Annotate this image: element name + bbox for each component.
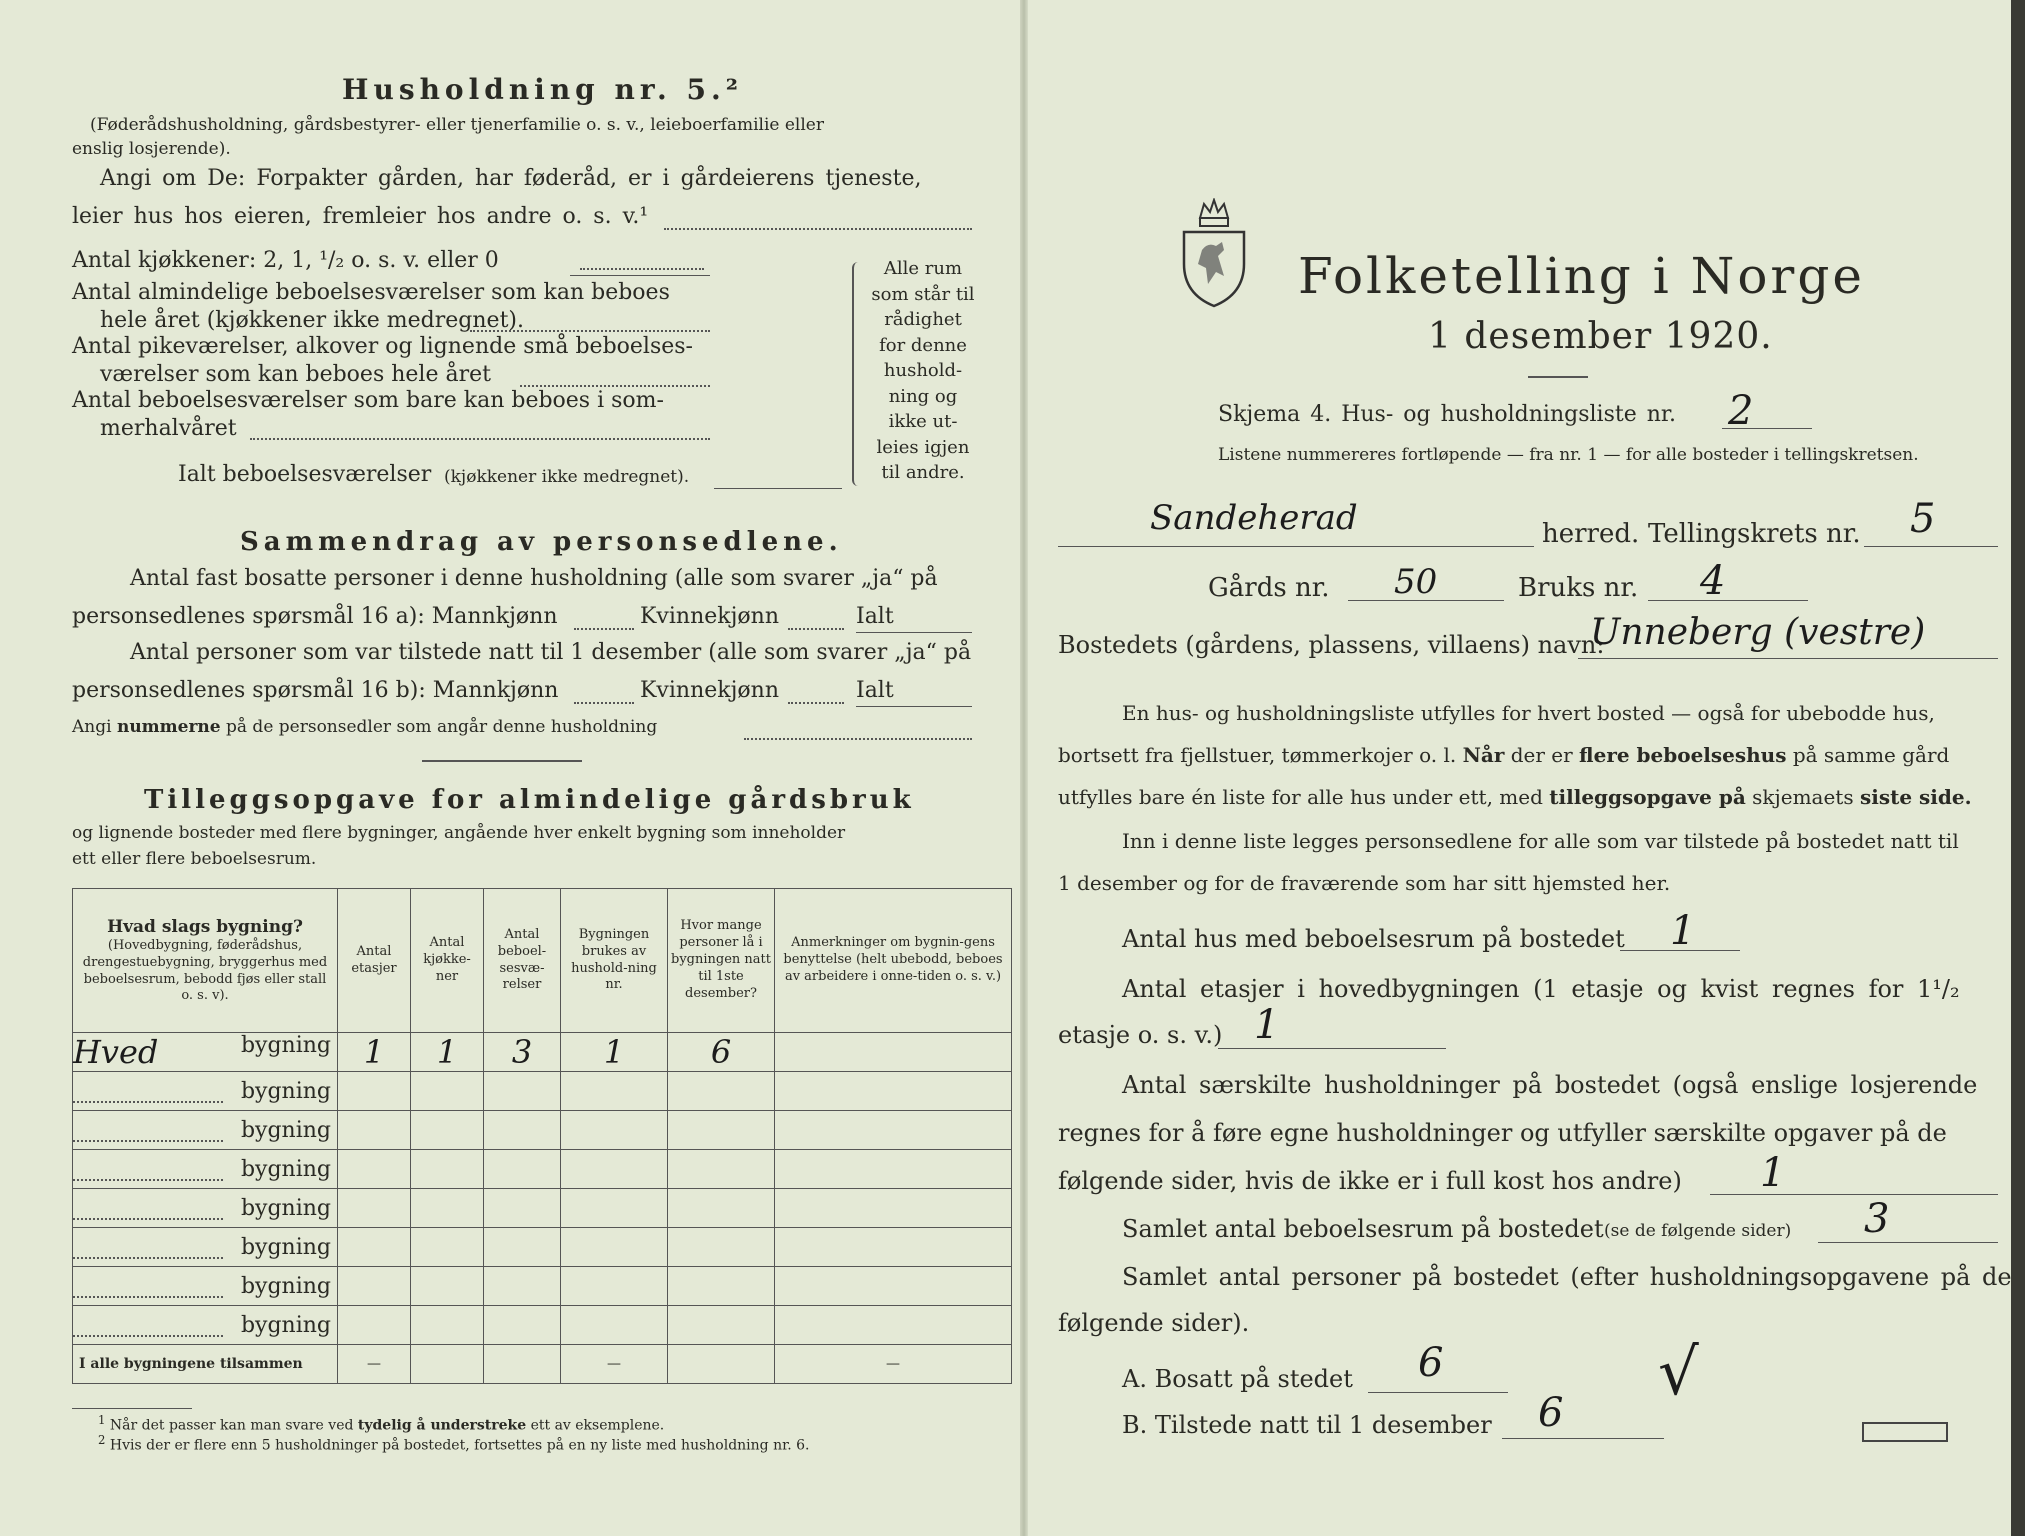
female-1-line[interactable] — [788, 628, 844, 630]
table-cell[interactable] — [561, 1267, 668, 1306]
present-line[interactable] — [1502, 1438, 1664, 1439]
herred-value[interactable]: Sandeherad — [1150, 498, 1358, 538]
instruction-4: Inn i denne liste legges personsedlene for alle som var tilstede på bostedet natt til — [1122, 829, 1959, 853]
building-type-dots — [73, 1235, 223, 1259]
total-label: I alle bygningene tilsammen — [73, 1345, 338, 1384]
holding-nr-label: Bruks nr. — [1518, 573, 1639, 603]
summer-rooms-label-1: Antal beboelsesværelser som bare kan beboes i som- — [72, 388, 664, 413]
col-persons: Hvor mange personer lå i bygningen natt til 1ste desember? — [668, 889, 775, 1033]
supplement-line-1: og lignende bosteder med flere bygninger, angående hver enkelt bygning som inneholder — [72, 823, 846, 843]
resident-label: A. Bosatt på stedet — [1122, 1365, 1353, 1393]
table-cell[interactable] — [775, 1072, 1012, 1111]
place-name-label: Bostedets (gårdens, plassens, villaens) navn: — [1058, 631, 1605, 659]
instruction-1: En hus- og husholdningsliste utfylles for hvert bosted — også for ubebodde hus, — [1122, 701, 1935, 725]
summary-line-4: personsedlenes spørsmål 16 b): Mannkjønn — [72, 678, 559, 703]
rooms-side-note — [868, 256, 978, 486]
maid-rooms-label-1: Antal pikeværelser, alkover og lignende små beboelses- — [72, 334, 693, 359]
building-label: bygning — [240, 1312, 331, 1338]
male-1-line[interactable] — [574, 628, 634, 630]
regular-rooms-dots — [470, 330, 710, 332]
summary-line-2: personsedlenes spørsmål 16 a): Mannkjønn — [72, 604, 558, 629]
table-cell[interactable] — [411, 1072, 484, 1111]
printer-stamp-icon — [1862, 1422, 1948, 1442]
side-note-line: ning og — [888, 385, 958, 407]
side-note-line: som står til — [871, 283, 975, 305]
regular-rooms-label-2: hele året (kjøkkener ikke medregnet). — [100, 308, 524, 333]
title-divider — [1528, 376, 1588, 378]
table-cell[interactable] — [411, 1150, 484, 1189]
building-type-value[interactable]: Hved — [73, 1033, 159, 1071]
total-rooms-label: Ialt beboelsesværelser — [178, 462, 432, 487]
table-cell[interactable] — [338, 1267, 411, 1306]
present-value[interactable]: 6 — [1538, 1390, 1564, 1436]
maid-rooms-label-2: værelser som kan beboes hele året — [100, 362, 491, 387]
cell-value[interactable]: 1 — [603, 1033, 625, 1071]
table-row — [73, 1306, 1012, 1345]
table-cell[interactable] — [561, 1306, 668, 1345]
cell-value[interactable]: 1 — [436, 1033, 458, 1071]
households-line[interactable] — [1710, 1194, 1998, 1195]
herred-answer-line[interactable] — [1058, 546, 1534, 547]
numbering-note: Listene nummereres fortløpende — fra nr. 1 — for alle bosteder i tellingskretsen. — [1218, 445, 1919, 465]
col-floors: Antal etasjer — [338, 889, 411, 1033]
regular-rooms-label-1: Antal almindelige beboelsesværelser som kan beboes — [72, 280, 670, 305]
female-2-line[interactable] — [788, 702, 844, 704]
farm-nr-label: Gårds nr. — [1208, 573, 1330, 603]
instruction-2: bortsett fra fjellstuer, tømmerkojer o. l. Når der er flere beboelseshus på samme gård — [1058, 743, 1950, 767]
holding-nr-line[interactable] — [1648, 600, 1808, 601]
table-cell[interactable] — [411, 1306, 484, 1345]
table-cell[interactable] — [411, 1033, 484, 1072]
holding-nr-value[interactable]: 4 — [1700, 558, 1726, 604]
table-cell[interactable] — [338, 1306, 411, 1345]
building-type-cell[interactable] — [73, 1033, 338, 1072]
col-rooms: Antal beboel-sesvæ-relser — [484, 889, 561, 1033]
table-cell[interactable] — [484, 1228, 561, 1267]
table-cell[interactable] — [484, 1072, 561, 1111]
cell-value[interactable]: 1 — [363, 1033, 385, 1071]
table-row — [73, 1033, 1012, 1072]
summary-line-1: Antal fast bosatte personer i denne husholdning (alle som svarer „ja“ på — [130, 566, 938, 591]
building-type-cell[interactable] — [73, 1228, 338, 1267]
building-type-cell[interactable] — [73, 1306, 338, 1345]
total-persons[interactable] — [668, 1345, 775, 1384]
side-note-line: rådighet — [884, 309, 962, 330]
right-page — [1030, 0, 2010, 1536]
summer-rooms-label-2: merhalvåret — [100, 416, 237, 441]
page-fold — [1020, 0, 1028, 1536]
table-row — [73, 1111, 1012, 1150]
table-cell[interactable] — [484, 1033, 561, 1072]
building-label: bygning — [240, 1078, 331, 1104]
total-rooms-note: (kjøkkener ikke medregnet). — [444, 467, 690, 487]
col-kitchens: Antal kjøkke-ner — [411, 889, 484, 1033]
checkmark: √ — [1658, 1336, 1699, 1410]
district-value[interactable]: 5 — [1910, 496, 1936, 542]
floors-line[interactable] — [1218, 1048, 1446, 1049]
building-type-dots — [73, 1274, 223, 1298]
summary-line-3: Antal personer som var tilstede natt til 1 desember (alle som svarer „ja“ på — [130, 640, 972, 665]
total-1-line[interactable] — [856, 632, 972, 633]
table-cell[interactable] — [484, 1267, 561, 1306]
building-label: bygning — [240, 1033, 331, 1058]
households-label-3: følgende sider, hvis de ikke er i full kost hos andre) — [1058, 1167, 1682, 1195]
total-floors: — — [338, 1345, 411, 1384]
supplement-title: Tilleggsopgave for almindelige gårdsbruk — [144, 785, 915, 815]
footnote-rule — [72, 1408, 192, 1409]
rooms-total-note: (se de følgende sider) — [1604, 1221, 1792, 1241]
building-type-cell[interactable] — [73, 1150, 338, 1189]
herred-label: herred. — [1542, 519, 1640, 549]
table-cell[interactable] — [668, 1267, 775, 1306]
table-cell[interactable] — [338, 1150, 411, 1189]
instruction-3: utfylles bare én liste for alle hus under ett, med tilleggsopgave på skjemaets siste side. — [1058, 785, 1972, 809]
table-cell[interactable] — [561, 1228, 668, 1267]
side-note-line: leies igjen — [876, 436, 970, 458]
col-building-type: Hvad slags bygning? (Hovedbygning, føderådshus, drengestuebygning, bryggerhus med beboelsesrum, bebodd fjøs eller stall o. s. v). — [73, 889, 338, 1033]
table-cell[interactable] — [668, 1111, 775, 1150]
district-answer-line[interactable] — [1864, 546, 1998, 547]
building-type-dots — [73, 1157, 223, 1181]
houses-value[interactable]: 1 — [1670, 908, 1696, 954]
side-note-line: hushold- — [883, 360, 963, 381]
col-household-nr: Bygningen brukes av hushold-ning nr. — [561, 889, 668, 1033]
angi-line-1: Angi om De: Forpakter gården, har føderåd, er i gårdeierens tjeneste, — [100, 166, 922, 191]
total-1-label: Ialt — [856, 604, 894, 629]
kitchens-label: Antal kjøkkener: 2, 1, ¹/₂ o. s. v. eller 0 — [72, 248, 499, 273]
table-cell[interactable] — [668, 1228, 775, 1267]
table-cell[interactable] — [561, 1111, 668, 1150]
female-2-label: Kvinnekjønn — [640, 678, 779, 703]
table-cell[interactable] — [668, 1150, 775, 1189]
persons-label-2: følgende sider). — [1058, 1309, 1250, 1337]
kitchens-answer-line[interactable] — [570, 275, 710, 276]
rooms-brace — [852, 262, 864, 486]
angi-line-2: leier hus hos eieren, fremleier hos andre o. s. v.¹ — [72, 204, 649, 229]
building-type-dots — [73, 1313, 223, 1337]
table-total-row — [73, 1345, 1012, 1384]
building-type-cell[interactable] — [73, 1267, 338, 1306]
table-cell[interactable] — [411, 1189, 484, 1228]
table-cell[interactable] — [775, 1150, 1012, 1189]
table-cell[interactable] — [411, 1228, 484, 1267]
footnote-2: $^2$ Hvis der er flere enn 5 husholdninger på bostedet, fortsettes på en ny liste med husholdning nr. 6. — [98, 1433, 810, 1454]
households-value[interactable]: 1 — [1760, 1150, 1786, 1196]
houses-label: Antal hus med beboelsesrum på bostedet — [1122, 925, 1625, 953]
side-note-line: for denne — [879, 334, 967, 356]
total-kitchens[interactable] — [411, 1345, 484, 1384]
floors-label-2: etasje o. s. v.) — [1058, 1021, 1223, 1049]
table-cell[interactable] — [775, 1033, 1012, 1072]
building-label: bygning — [240, 1273, 331, 1299]
table-row — [73, 1228, 1012, 1267]
schema-value[interactable]: 2 — [1728, 388, 1754, 434]
building-type-cell[interactable] — [73, 1072, 338, 1111]
building-label: bygning — [240, 1156, 331, 1182]
table-cell[interactable] — [775, 1189, 1012, 1228]
table-cell[interactable] — [668, 1306, 775, 1345]
numbers-answer-line[interactable] — [744, 738, 972, 740]
households-label-1: Antal særskilte husholdninger på bostedet (også enslige losjerende — [1122, 1071, 1978, 1099]
table-cell[interactable] — [484, 1306, 561, 1345]
section-divider — [422, 760, 582, 762]
table-row — [73, 1150, 1012, 1189]
total-rooms[interactable] — [484, 1345, 561, 1384]
scan-edge — [2011, 0, 2025, 1536]
households-label-2: regnes for å føre egne husholdninger og utfyller særskilte opgaver på de — [1058, 1119, 1947, 1147]
table-cell[interactable] — [484, 1111, 561, 1150]
total-rooms-answer-line[interactable] — [714, 488, 842, 489]
total-2-line[interactable] — [856, 706, 972, 707]
farm-nr-value[interactable]: 50 — [1394, 562, 1438, 602]
summary-title: Sammendrag av personsedlene. — [240, 527, 843, 557]
building-type-dots — [73, 1079, 223, 1103]
table-row — [73, 1189, 1012, 1228]
persons-label-1: Samlet antal personer på bostedet (efter husholdningsopgavene på de — [1122, 1263, 2012, 1291]
table-cell[interactable] — [411, 1267, 484, 1306]
table-cell[interactable] — [561, 1072, 668, 1111]
building-type-cell[interactable] — [73, 1189, 338, 1228]
floors-label-1: Antal etasjer i hovedbygningen (1 etasje og kvist regnes for 1¹/₂ — [1122, 975, 1960, 1003]
table-cell[interactable] — [338, 1189, 411, 1228]
table-cell[interactable] — [775, 1228, 1012, 1267]
building-type-dots — [73, 1196, 223, 1220]
side-note-line: til andre. — [881, 462, 965, 483]
building-type-cell[interactable] — [73, 1111, 338, 1150]
table-cell[interactable] — [484, 1189, 561, 1228]
table-cell[interactable] — [411, 1111, 484, 1150]
household-title: Husholdning nr. 5.² — [342, 73, 744, 106]
buildings-table-header — [73, 889, 1012, 1033]
total-household: — — [561, 1345, 668, 1384]
intro-line-2: enslig losjerende). — [72, 139, 231, 159]
present-label: B. Tilstede natt til 1 desember — [1122, 1411, 1492, 1439]
place-name-line[interactable] — [1578, 658, 1998, 659]
supplement-line-2: ett eller flere beboelsesrum. — [72, 849, 317, 869]
building-label: bygning — [240, 1195, 331, 1221]
district-label: Tellingskrets nr. — [1648, 519, 1861, 549]
table-cell[interactable] — [484, 1150, 561, 1189]
table-cell[interactable] — [338, 1228, 411, 1267]
table-cell[interactable] — [775, 1306, 1012, 1345]
table-cell[interactable] — [775, 1111, 1012, 1150]
col-remarks: Anmerkninger om bygnin-gens benyttelse (helt ubebodd, beboes av arbeidere i onne-tiden o. s. v.) — [775, 889, 1012, 1033]
floors-value[interactable]: 1 — [1254, 1002, 1280, 1048]
table-cell[interactable] — [338, 1033, 411, 1072]
table-cell[interactable] — [668, 1072, 775, 1111]
side-note-line: ikke ut- — [888, 411, 958, 432]
footnote-1: $^1$ Når det passer kan man svare ved tydelig å understreke ett av eksemplene. — [98, 1413, 665, 1434]
angi-answer-line[interactable] — [664, 228, 972, 230]
total-2-label: Ialt — [856, 678, 894, 703]
intro-line-1: (Føderådshusholdning, gårdsbestyrer- eller tjenerfamilie o. s. v., leieboerfamilie eller — [90, 115, 824, 135]
cell-value[interactable]: 3 — [511, 1033, 533, 1071]
building-label: bygning — [240, 1234, 331, 1260]
kitchens-dots — [580, 268, 704, 270]
cell-value[interactable]: 6 — [710, 1033, 732, 1071]
building-type-dots — [73, 1118, 223, 1142]
place-name-value[interactable]: Unneberg (vestre) — [1590, 612, 1926, 653]
buildings-table — [72, 888, 1012, 1384]
instruction-5: 1 desember og for de fraværende som har sitt hjemsted her. — [1058, 871, 1671, 895]
table-cell[interactable] — [668, 1189, 775, 1228]
table-cell[interactable] — [338, 1072, 411, 1111]
female-1-label: Kvinnekjønn — [640, 604, 779, 629]
census-date: 1 desember 1920. — [1428, 316, 1773, 357]
rooms-total-line[interactable] — [1818, 1242, 1998, 1243]
numbers-line: Angi nummerne på de personsedler som angår denne husholdning — [72, 717, 658, 737]
table-row — [73, 1267, 1012, 1306]
table-cell[interactable] — [561, 1033, 668, 1072]
form-title: Folketelling i Norge — [1298, 247, 1865, 305]
table-cell[interactable] — [668, 1033, 775, 1072]
building-label: bygning — [240, 1117, 331, 1143]
table-cell[interactable] — [775, 1267, 1012, 1306]
table-cell[interactable] — [561, 1189, 668, 1228]
rooms-total-label: Samlet antal beboelsesrum på bostedet — [1122, 1215, 1604, 1243]
schema-label: Skjema 4. Hus- og husholdningsliste nr. — [1218, 402, 1676, 427]
side-note-line: Alle rum — [883, 258, 963, 279]
resident-value[interactable]: 6 — [1418, 1340, 1444, 1386]
table-row — [73, 1072, 1012, 1111]
table-cell[interactable] — [561, 1150, 668, 1189]
rooms-total-value[interactable]: 3 — [1864, 1196, 1890, 1242]
total-remarks: — — [775, 1345, 1012, 1384]
norway-coat-of-arms-icon — [1178, 198, 1250, 308]
summer-rooms-dots — [250, 438, 710, 440]
maid-rooms-dots — [520, 385, 710, 387]
table-cell[interactable] — [338, 1111, 411, 1150]
male-2-line[interactable] — [574, 702, 634, 704]
resident-line[interactable] — [1368, 1392, 1508, 1393]
